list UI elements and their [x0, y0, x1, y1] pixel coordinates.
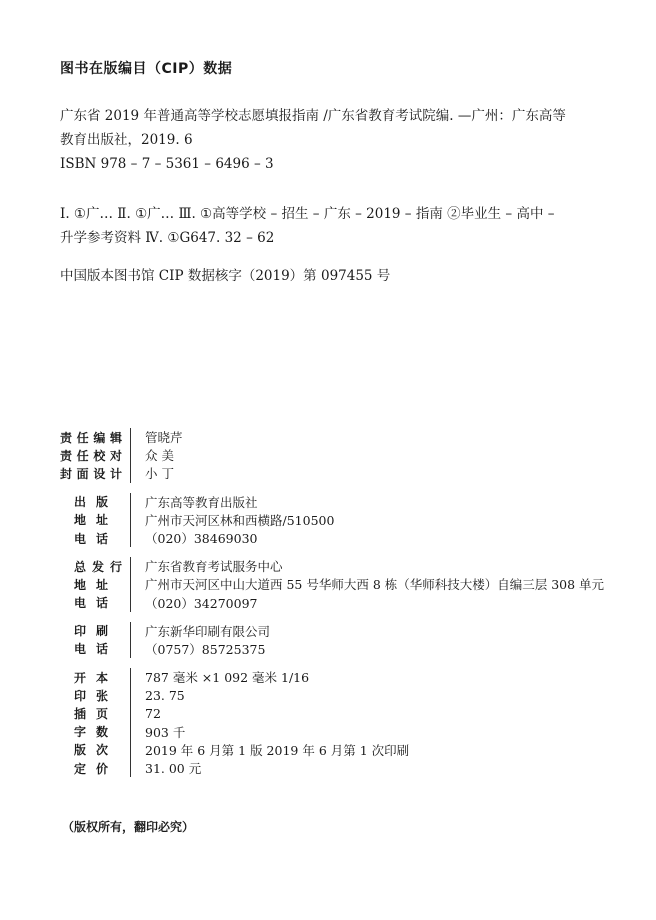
- credit-label: 插 页: [74, 707, 108, 722]
- credit-divider: [130, 640, 131, 658]
- credit-label: 版 次: [74, 743, 108, 758]
- credit-divider: [130, 446, 131, 464]
- credit-row-inserts: [60, 704, 640, 722]
- credit-row-publisher-phone: [60, 529, 640, 547]
- credit-divider: [130, 686, 131, 704]
- credit-label: 封面设计: [60, 466, 122, 481]
- cip-isbn: ISBN 978 – 7 – 5361 – 6496 – 3: [60, 156, 274, 172]
- credit-row-format: [60, 668, 640, 686]
- credit-label: 字 数: [74, 725, 108, 740]
- credit-row-edition: [60, 741, 640, 759]
- cip-classification: [60, 202, 620, 250]
- credit-divider: [130, 464, 131, 482]
- credit-label: 地 址: [74, 577, 108, 592]
- credit-value: （0757）85725375: [145, 641, 266, 657]
- cip-classification-line1: Ⅰ. ①广… Ⅱ. ①广… Ⅲ. ①高等学校 – 招生 – 广东 – 2019 – 指南 ②毕业生 – 高中 –: [60, 206, 555, 222]
- credit-label: 电 话: [74, 596, 108, 611]
- cip-description-line2: 教育出版社，2019. 6: [60, 132, 193, 148]
- credit-value: 31. 00 元: [145, 761, 202, 777]
- cip-description-line1: 广东省 2019 年普通高等学校志愿填报指南 /广东省教育考试院编. —广州：广东高等: [60, 108, 566, 124]
- credit-divider: [130, 557, 131, 575]
- credit-row-sheets: [60, 686, 640, 704]
- credit-label: 总发行: [74, 559, 122, 574]
- credit-row-publisher-address: [60, 511, 640, 529]
- credit-divider: [130, 529, 131, 547]
- credit-row-editor: [60, 428, 640, 446]
- credit-divider: [130, 493, 131, 511]
- credit-label: 责任校对: [60, 448, 122, 463]
- credit-value: 903 千: [145, 724, 186, 740]
- credit-value: 广东高等教育出版社: [145, 494, 258, 510]
- credit-divider: [130, 428, 131, 446]
- credit-row-proofreader: [60, 446, 640, 464]
- cip-approval-number: 中国版本图书馆 CIP 数据核字（2019）第 097455 号: [60, 268, 391, 284]
- credit-row-printer-phone: [60, 640, 640, 658]
- credit-value: 小 丁: [145, 466, 174, 482]
- credit-label: 定 价: [74, 761, 108, 776]
- credits-block: [60, 428, 640, 777]
- credit-value: 众 美: [145, 448, 174, 464]
- credit-value: 广州市天河区中山大道西 55 号华师大西 8 栋（华师科技大楼）自编三层 308 单元: [145, 577, 605, 593]
- credit-row-price: [60, 759, 640, 777]
- credit-value: 广东省教育考试服务中心: [145, 559, 283, 575]
- credit-row-word-count: [60, 723, 640, 741]
- credit-row-printer: [60, 622, 640, 640]
- credit-divider: [130, 723, 131, 741]
- credit-label: 开 本: [74, 670, 108, 685]
- cip-description: [60, 104, 620, 176]
- credit-value: 787 毫米 ×1 092 毫米 1/16: [145, 670, 310, 686]
- credit-row-distributor: [60, 557, 640, 575]
- credit-label: 出 版: [74, 495, 108, 510]
- credit-row-distributor-address: [60, 575, 640, 593]
- credit-row-distributor-phone: [60, 594, 640, 612]
- credit-divider: [130, 622, 131, 640]
- credit-label: 地 址: [74, 513, 108, 528]
- credit-value: （020）38469030: [145, 531, 258, 547]
- credit-label: 印 刷: [74, 624, 108, 639]
- credit-value: 管晓芹: [145, 430, 183, 446]
- credit-divider: [130, 594, 131, 612]
- credit-value: 2019 年 6 月第 1 版 2019 年 6 月第 1 次印刷: [145, 742, 410, 758]
- credit-value: 72: [145, 706, 161, 722]
- credit-row-cover-design: [60, 464, 640, 482]
- credit-label: 责任编辑: [60, 430, 122, 445]
- credit-divider: [130, 511, 131, 529]
- credit-value: 广州市天河区林和西横路/510500: [145, 512, 335, 528]
- credit-divider: [130, 759, 131, 777]
- credit-divider: [130, 575, 131, 593]
- credit-divider: [130, 704, 131, 722]
- credit-row-publisher: [60, 493, 640, 511]
- credit-divider: [130, 668, 131, 686]
- cip-classification-line2: 升学参考资料 Ⅳ. ①G647. 32 – 62: [60, 230, 275, 246]
- credit-value: 23. 75: [145, 687, 185, 703]
- credit-value: 广东新华印刷有限公司: [145, 623, 271, 639]
- credit-value: （020）34270097: [145, 595, 258, 611]
- credit-divider: [130, 741, 131, 759]
- copyright-notice: （版权所有，翻印必究）: [62, 820, 195, 834]
- credit-label: 印 张: [74, 688, 108, 703]
- cip-heading: 图书在版编目（CIP）数据: [60, 61, 233, 77]
- credit-label: 电 话: [74, 531, 108, 546]
- credit-label: 电 话: [74, 642, 108, 657]
